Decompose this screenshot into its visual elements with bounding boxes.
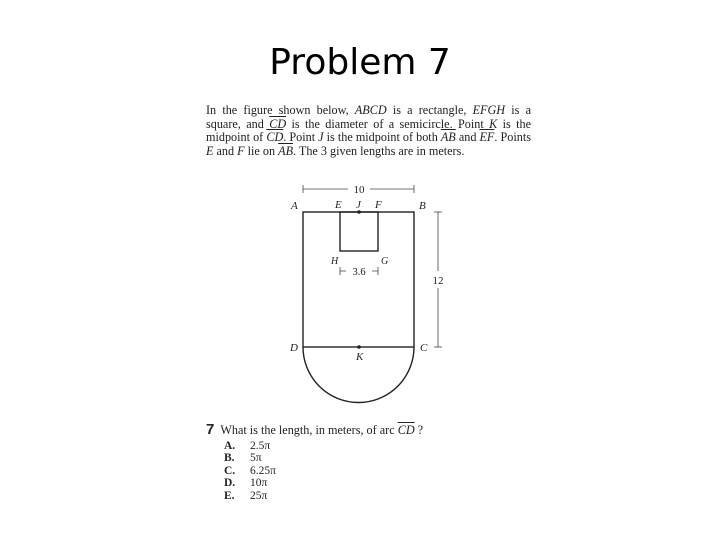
rectangle-abcd — [303, 212, 414, 347]
width-label: 10 — [353, 184, 365, 196]
question-line: 7 What is the length, in meters, of arc $\overline{CD}$ ? — [206, 421, 424, 438]
label-b: B — [419, 200, 426, 212]
problem-statement: In the figure shown below, ABCD is a rectangle, EFGH is a square, and $\overline{CD}$ is the diameter of a semicircle. Point K is the midpoint of $\overline{CD}$. Point J is the midpoint of both $\overline{AB}$ and $\overline{EF}$. Points E and F lie on $\overline{AB}$. The 3 given lengths are in meters. — [206, 103, 531, 158]
label-c: C — [420, 342, 428, 354]
answer-choices — [224, 440, 276, 502]
choice-d: D. 10π — [224, 477, 268, 490]
label-h: H — [331, 256, 339, 267]
height-label: 12 — [432, 275, 444, 287]
label-k: K — [356, 351, 364, 363]
choice-e: E. 25π — [224, 489, 268, 502]
label-e: E — [335, 199, 342, 211]
choice-a: A. 2.5π — [224, 440, 271, 452]
label-f: F — [375, 199, 382, 211]
question-number: 7 — [206, 421, 215, 438]
label-j: J — [356, 199, 361, 211]
label-a: A — [291, 200, 298, 212]
square-side-label: 3.6 — [352, 267, 366, 278]
point-k — [357, 345, 361, 349]
choice-b: B. 5π — [224, 452, 262, 465]
geometry-figure — [280, 182, 460, 410]
label-g: G — [381, 256, 389, 267]
slide-title: Problem 7 — [269, 42, 451, 83]
choice-c: C. 6.25π — [224, 464, 276, 477]
square-efgh — [340, 212, 378, 251]
label-d: D — [290, 342, 298, 354]
